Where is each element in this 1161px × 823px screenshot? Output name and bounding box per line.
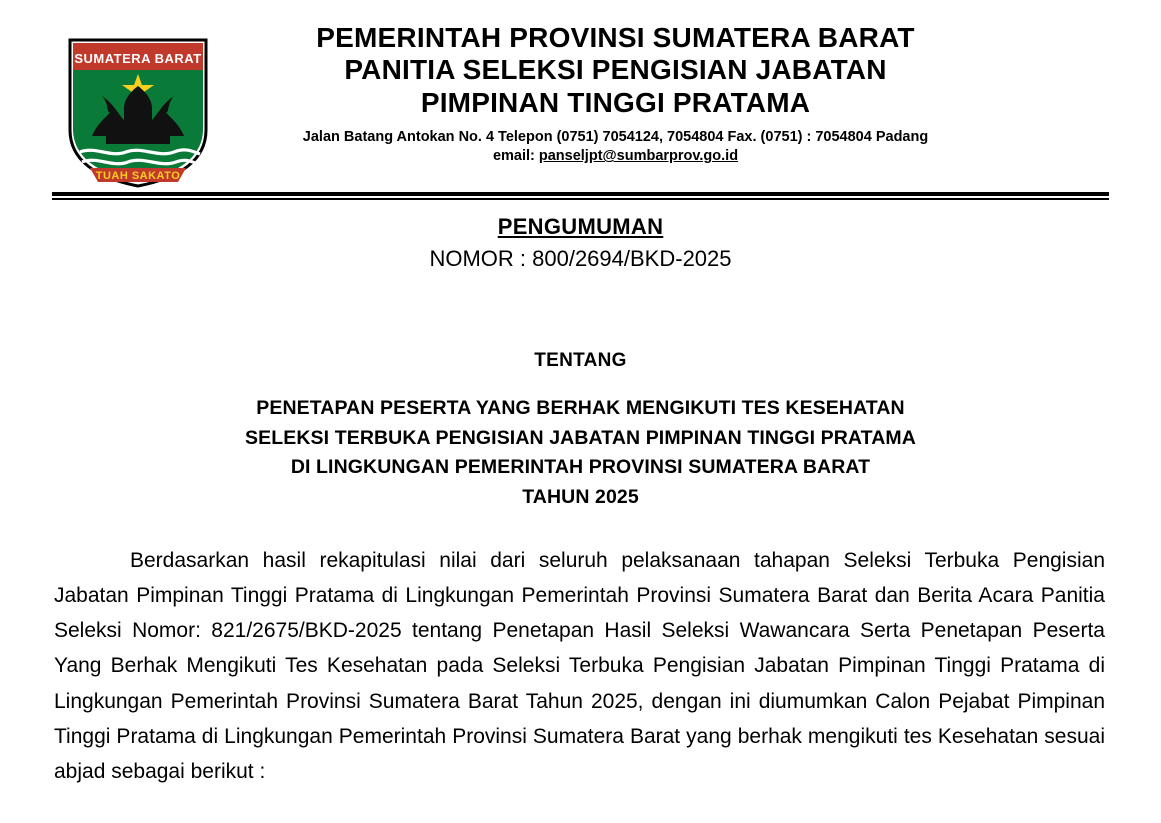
divider-thin-line <box>52 198 1109 200</box>
letterhead-line-1: PEMERINTAH PROVINSI SUMATERA BARAT <box>316 22 915 53</box>
letterhead-line-2: PANITIA SELEKSI PENGISIAN JABATAN <box>344 54 887 86</box>
subject-line-4: TAHUN 2025 <box>522 485 639 508</box>
announcement-about-label: TENTANG <box>534 350 627 371</box>
letterhead-email-label: email: <box>492 148 539 165</box>
header-divider <box>52 192 1109 200</box>
announcement-number: NOMOR : 800/2694/BKD-2025 <box>429 246 732 271</box>
announcement-header <box>52 214 1109 272</box>
letterhead-line-3: PIMPINAN TINGGI PRATAMA <box>420 86 811 118</box>
letterhead <box>52 22 1109 182</box>
announcement-subject <box>52 394 1109 513</box>
west-sumatra-provincial-emblem-icon <box>62 34 214 189</box>
svg-text:TUAH SAKATO: TUAH SAKATO <box>95 170 181 182</box>
letterhead-email-link[interactable]: panseljpt@sumbarprov.go.id <box>538 148 739 165</box>
letterhead-address: Jalan Batang Antokan No. 4 Telepon (0751) 7054124, 7054804 Fax. (0751) : 7054804 Padang <box>302 129 929 146</box>
subject-line-2: SELEKSI TERBUKA PENGISIAN JABATAN PIMPINAN TINGGI PRATAMA <box>245 426 916 449</box>
letterhead-email-row <box>122 147 1109 166</box>
subject-line-3: DI LINGKUNGAN PEMERINTAH PROVINSI SUMATERA BARAT <box>290 456 871 479</box>
announcement-title: PENGUMUMAN <box>497 214 664 239</box>
body-paragraph-1 <box>52 543 1109 790</box>
paragraph-1-text: Berdasarkan hasil rekapitulasi nilai dari seluruh pelaksanaan tahapan Seleksi Terbuka Pengisian Jabatan Pimpinan Tinggi Pratama di Lingkungan Pemerintah Provinsi Sumatera Barat dan Berita Acara Panitia Seleksi Nomor: 821/2675/BKD-2025 tentang Penetapan Hasil Seleksi Wawancara Serta Penetapan Peserta Yang Berhak Mengikuti Tes Kesehatan pada Seleksi Terbuka Pengisian Jabatan Pimpinan Tinggi Pratama di Lingkungan Pemerintah Provinsi Sumatera Barat Tahun 2025, dengan ini diumumkan Calon Pejabat Pimpinan Tinggi Pratama di Lingkungan Pemerintah Provinsi Sumatera Barat yang berhak mengikuti tes Kesehatan sesuai abjad sebagai berikut : <box>54 548 1105 784</box>
svg-text:SUMATERA BARAT: SUMATERA BARAT <box>74 51 202 66</box>
subject-line-1: PENETAPAN PESERTA YANG BERHAK MENGIKUTI TES KESEHATAN <box>256 397 905 419</box>
